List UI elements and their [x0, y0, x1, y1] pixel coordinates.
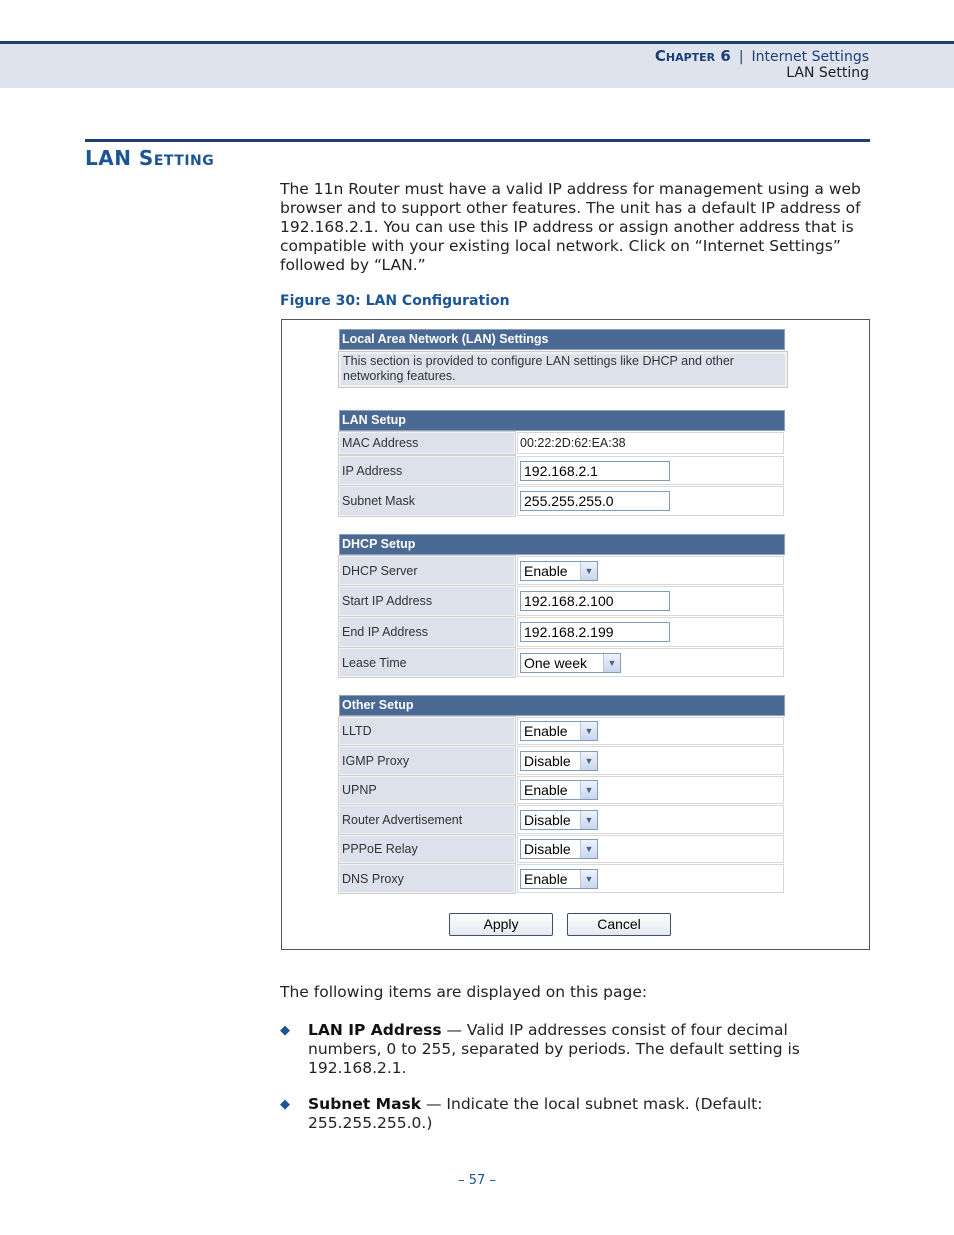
lltd-selected: Enable	[524, 723, 568, 739]
diamond-bullet-icon: ◆	[280, 1097, 290, 1112]
igmp-proxy-label: IGMP Proxy	[339, 746, 515, 775]
router-advertisement-selected: Disable	[524, 811, 571, 828]
cancel-button[interactable]: Cancel	[567, 913, 671, 936]
mac-address-row	[339, 432, 784, 454]
subnet-mask-label: Subnet Mask	[339, 486, 515, 516]
end-ip-label: End IP Address	[339, 617, 515, 647]
lltd-row	[339, 717, 784, 745]
intro-paragraph: The 11n Router must have a valid IP address for management using a web browser and to support other features. The unit has a default IP address of 192.168.2.1. You can use this IP address or assign another address that is compatible with your existing local network. Click on “Internet Settings” followed by “LAN.”	[280, 180, 861, 274]
lltd-select[interactable]	[520, 721, 598, 741]
chevron-down-icon: ▼	[580, 781, 597, 799]
igmp-proxy-selected: Disable	[524, 752, 571, 769]
dns-proxy-cell	[517, 864, 784, 893]
dns-proxy-row	[339, 864, 784, 893]
figure-frame	[281, 319, 870, 950]
start-ip-input[interactable]: 192.168.2.100	[520, 591, 670, 611]
diamond-bullet-icon: ◆	[280, 1023, 290, 1038]
end-ip-cell	[517, 617, 784, 647]
page-number: – 57 –	[458, 1173, 496, 1188]
pppoe-relay-row	[339, 835, 784, 863]
mac-address-label: MAC Address	[339, 432, 515, 454]
dns-proxy-select[interactable]	[520, 869, 598, 889]
section-title: LAN Setting	[85, 146, 215, 170]
chevron-down-icon: ▼	[580, 752, 597, 770]
bullet-text: — Valid IP addresses consist of four decimal numbers, 0 to 255, separated by periods. The default setting is 192.168.2.1.	[308, 1021, 800, 1077]
dns-proxy-selected: Enable	[524, 870, 568, 887]
lltd-label: LLTD	[339, 717, 515, 745]
lease-time-row	[339, 648, 784, 677]
start-ip-label: Start IP Address	[339, 586, 515, 616]
dhcp-server-label: DHCP Server	[339, 556, 515, 585]
chapter-label: Chapter 6	[654, 47, 731, 65]
dhcp-server-cell	[517, 556, 784, 585]
subnet-mask-cell	[517, 486, 784, 516]
dhcp-setup-header: DHCP Setup	[339, 534, 785, 555]
pppoe-relay-cell	[517, 835, 784, 863]
running-header	[0, 41, 954, 88]
start-ip-row	[339, 586, 784, 616]
upnp-row	[339, 776, 784, 804]
header-subtitle: LAN Setting	[786, 65, 869, 81]
start-ip-cell	[517, 586, 784, 616]
upnp-selected: Enable	[524, 782, 568, 798]
chapter-heading	[655, 47, 869, 65]
end-ip-row	[339, 617, 784, 647]
dns-proxy-label: DNS Proxy	[339, 864, 515, 893]
ip-address-label: IP Address	[339, 456, 515, 485]
lltd-cell	[517, 717, 784, 745]
lease-time-selected: One week	[524, 654, 588, 671]
pppoe-relay-selected: Disable	[524, 841, 571, 857]
chapter-title: Internet Settings	[751, 49, 869, 65]
igmp-proxy-select[interactable]	[520, 751, 598, 771]
other-setup-header: Other Setup	[339, 695, 785, 716]
bullet-subnet-mask	[280, 1095, 840, 1133]
lease-time-select[interactable]	[520, 653, 621, 673]
subnet-mask-input[interactable]: 255.255.255.0	[520, 491, 670, 511]
upnp-cell	[517, 776, 784, 804]
lan-settings-title: Local Area Network (LAN) Settings	[339, 329, 785, 350]
header-separator: |	[738, 49, 744, 65]
bullet-lan-ip-address	[280, 1021, 840, 1078]
chevron-down-icon: ▼	[580, 562, 597, 580]
apply-button[interactable]: Apply	[449, 913, 553, 936]
router-advertisement-row	[339, 805, 784, 834]
lan-settings-description: This section is provided to configure LAN settings like DHCP and other networking features.	[339, 352, 787, 387]
dhcp-server-selected: Enable	[524, 562, 568, 579]
lan-setup-header: LAN Setup	[339, 410, 785, 431]
ip-address-cell	[517, 456, 784, 485]
router-advertisement-cell	[517, 805, 784, 834]
bullet-term: Subnet Mask	[308, 1095, 422, 1113]
upnp-select[interactable]	[520, 780, 598, 800]
bullet-term: LAN IP Address	[308, 1021, 442, 1039]
pppoe-relay-label: PPPoE Relay	[339, 835, 515, 863]
chevron-down-icon: ▼	[603, 654, 620, 672]
mac-address-value: 00:22:2D:62:EA:38	[517, 432, 784, 454]
lease-time-label: Lease Time	[339, 648, 515, 677]
igmp-proxy-row	[339, 746, 784, 775]
chevron-down-icon: ▼	[580, 870, 597, 888]
figure-caption: Figure 30: LAN Configuration	[280, 293, 510, 309]
ip-address-row	[339, 456, 784, 485]
dhcp-server-row	[339, 556, 784, 585]
ip-address-input[interactable]: 192.168.2.1	[520, 461, 670, 481]
chevron-down-icon: ▼	[580, 811, 597, 829]
bullet-text: — Indicate the local subnet mask. (Default: 255.255.255.0.)	[308, 1095, 763, 1132]
lease-time-cell	[517, 648, 784, 677]
end-ip-input[interactable]: 192.168.2.199	[520, 622, 670, 642]
subnet-mask-row	[339, 486, 784, 516]
igmp-proxy-cell	[517, 746, 784, 775]
items-intro: The following items are displayed on this page:	[280, 983, 648, 1001]
chevron-down-icon: ▼	[580, 722, 597, 740]
router-advertisement-label: Router Advertisement	[339, 805, 515, 834]
dhcp-server-select[interactable]	[520, 561, 598, 581]
section-rule	[85, 139, 870, 142]
router-advertisement-select[interactable]	[520, 810, 598, 830]
chevron-down-icon: ▼	[580, 840, 597, 858]
pppoe-relay-select[interactable]	[520, 839, 598, 859]
upnp-label: UPNP	[339, 776, 515, 804]
